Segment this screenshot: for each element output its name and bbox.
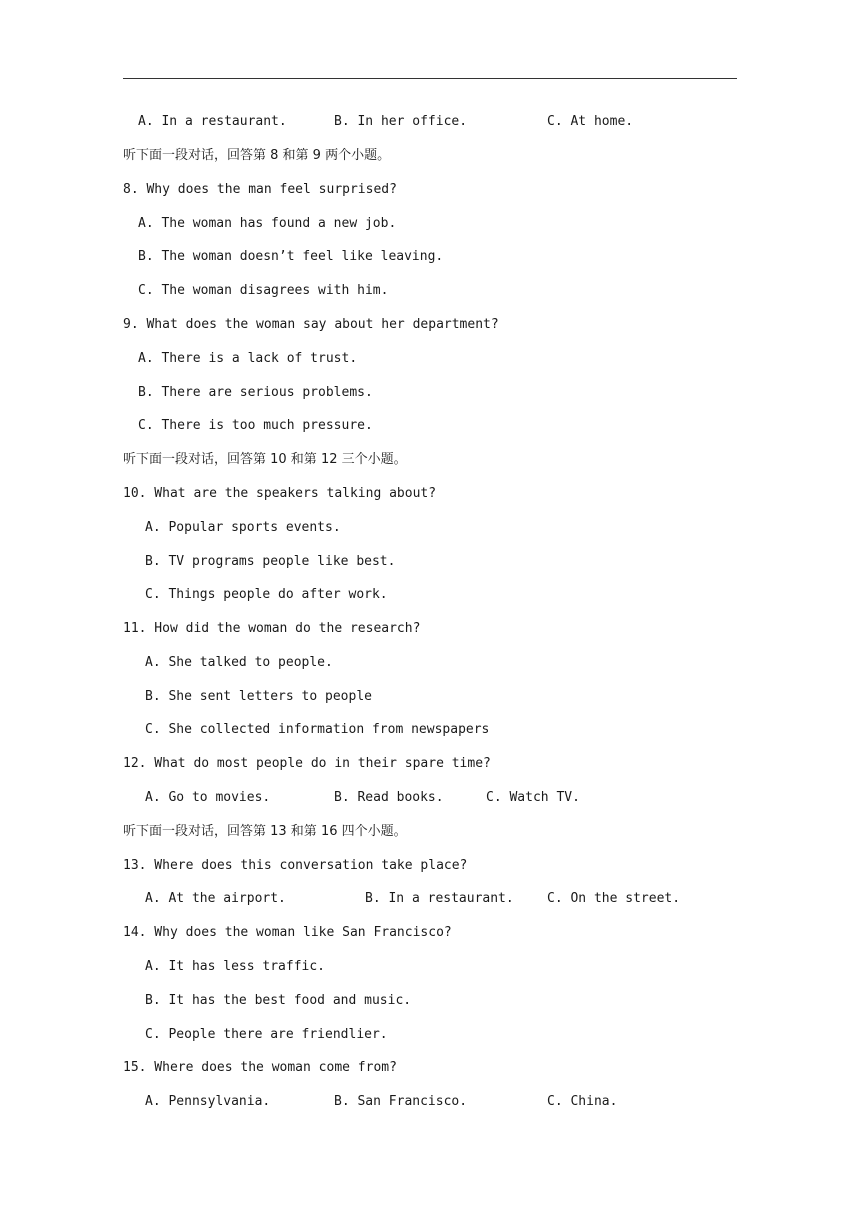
header-rule [123, 78, 737, 79]
q15-question: 15. Where does the woman come from? [123, 1060, 397, 1075]
q8-question: 8. Why does the man feel surprised? [123, 182, 397, 197]
q10-option-a: A. Popular sports events. [145, 520, 341, 535]
q12-option-a: A. Go to movies. [145, 790, 271, 805]
q15-option-a: A. Pennsylvania. [145, 1094, 271, 1109]
q9-option-a: A. There is a lack of trust. [138, 351, 358, 366]
q14-option-b: B. It has the best food and music. [145, 993, 412, 1008]
q11-option-b: B. She sent letters to people [145, 689, 372, 704]
q14-option-a: A. It has less traffic. [145, 959, 326, 974]
q10-question: 10. What are the speakers talking about? [123, 486, 437, 501]
q14-question: 14. Why does the woman like San Francisco? [123, 925, 452, 940]
q12-option-b: B. Read books. [334, 790, 444, 805]
q13-question: 13. Where does this conversation take place? [123, 858, 468, 873]
q13-option-b: B. In a restaurant. [365, 891, 514, 906]
q11-question: 11. How did the woman do the research? [123, 621, 421, 636]
q10-option-c: C. Things people do after work. [145, 587, 388, 602]
q9-option-b: B. There are serious problems. [138, 385, 373, 400]
q12-question: 12. What do most people do in their spare time? [123, 756, 491, 771]
section-heading-8-9: 听下面一段对话，回答第 8 和第 9 两个小题。 [123, 148, 391, 163]
q10-option-b: B. TV programs people like best. [145, 554, 396, 569]
q15-option-c: C. China. [547, 1094, 618, 1109]
q13-option-a: A. At the airport. [145, 891, 286, 906]
q8-option-c: C. The woman disagrees with him. [138, 283, 389, 298]
q14-option-c: C. People there are friendlier. [145, 1027, 388, 1042]
q8-option-a: A. The woman has found a new job. [138, 216, 397, 231]
section-heading-10-12: 听下面一段对话，回答第 10 和第 12 三个小题。 [123, 452, 407, 467]
q11-option-a: A. She talked to people. [145, 655, 333, 670]
q7-option-c: C. At home. [547, 114, 634, 129]
q11-option-c: C. She collected information from newspapers [145, 722, 490, 737]
q12-option-c: C. Watch TV. [486, 790, 580, 805]
q7-option-b: B. In her office. [334, 114, 468, 129]
section-heading-13-16: 听下面一段对话，回答第 13 和第 16 四个小题。 [123, 824, 407, 839]
q9-question: 9. What does the woman say about her department? [123, 317, 499, 332]
q8-option-b: B. The woman doesn’t feel like leaving. [138, 249, 444, 264]
q13-option-c: C. On the street. [547, 891, 681, 906]
q7-option-a: A. In a restaurant. [138, 114, 287, 129]
q9-option-c: C. There is too much pressure. [138, 418, 373, 433]
q15-option-b: B. San Francisco. [334, 1094, 468, 1109]
